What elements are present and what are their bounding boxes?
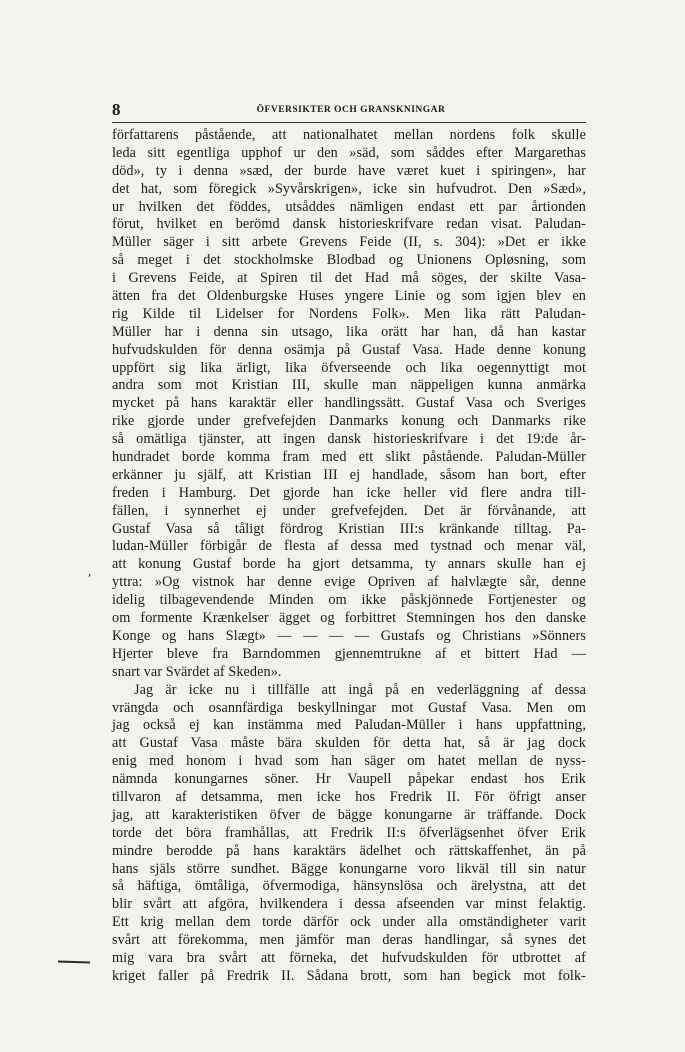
text-line: ur hvilken det föddes, utsåddes nämligen endast ett par årtionden bbox=[112, 198, 586, 215]
text-line: tillvaron af detsamma, men icke hos Fredrik II. För öfrigt anser bbox=[112, 788, 586, 805]
text-line: att konung Gustaf borde ha gjort detsamma, ty annars skulle han ej bbox=[112, 556, 586, 573]
text-line: Müller säger i sitt arbete Grevens Feide (II, s. 304): »Det er ikke bbox=[112, 234, 586, 251]
text-line: Müller har i denna sin utsago, lika orätt har han, då han kastar bbox=[112, 323, 586, 340]
text-line: mycket på hans karaktär eller handlingssätt. Gustaf Vasa och Sveriges bbox=[112, 395, 586, 412]
text-line: ludan-Müller förbigår de flesta af dessa med tystnad och menar väl, bbox=[112, 538, 586, 555]
text-line: om formente Krænkelser ägget og forbittret Stemningen hos den danske bbox=[112, 610, 586, 627]
margin-mark: , bbox=[88, 564, 91, 578]
text-line: jag också ej kan instämma med Paludan-Müller i hans uppfattning, bbox=[112, 717, 586, 734]
text-line: andra som mot Kristian III, skulle man näppeligen kunna anmärka bbox=[112, 377, 586, 394]
text-line: vrängda och osannfärdiga beskyllningar mot Gustaf Vasa. Men om bbox=[112, 699, 586, 716]
text-line: leda sitt egentliga upphof ur den »säd, som såddes efter Margarethas bbox=[112, 144, 586, 161]
text-line: svårt att förekomma, men jämför man deras handlingar, så synes det bbox=[112, 932, 586, 949]
text-line: Jag är icke nu i tillfälle att ingå på en vederläggning af dessa bbox=[134, 681, 586, 698]
text-line: idelig tilbagevendende Minden om ikke påskjönnede Fortjenester og bbox=[112, 592, 586, 609]
text-line: freden i Hamburg. Det gjorde han icke heller vid flere andra till- bbox=[112, 484, 586, 501]
text-line: kriget faller på Fredrik II. Sådana brott, som han begick mot folk- bbox=[112, 967, 586, 984]
text-line: mig vara bra svårt att förneka, det hufvudskulden för utbrottet af bbox=[112, 949, 586, 966]
text-line: yttra: »Og vistnok har denne evige Opriven af halvlægte sår, denne bbox=[112, 574, 586, 591]
body-text bbox=[112, 127, 586, 986]
text-line: Gustaf Vasa så tåligt fördrog Kristian III:s kränkande tilltag. Pa- bbox=[112, 520, 586, 537]
text-line: Konge og hans Slægt» — — — — Gustafs og Christians »Sönners bbox=[112, 627, 586, 644]
page-header bbox=[112, 100, 590, 122]
margin-dash-mark bbox=[58, 960, 90, 963]
text-line: fällen, i synnerhet ej under grefvefejden. Det är förvånande, att bbox=[112, 502, 586, 519]
text-line: enig med honom i hvad som han säger om hatet mellan de nyss- bbox=[112, 753, 586, 770]
text-line: att Gustaf Vasa måste bära skulden för detta hat, så är jag dock bbox=[112, 735, 586, 752]
text-line: rig Kilde til Lidelser for Nordens Folk». Men lika rätt Paludan- bbox=[112, 305, 586, 322]
text-line: så häftiga, ömtåliga, öfvermodiga, hänsynslösa och ärelystna, att det bbox=[112, 878, 586, 895]
header-rule bbox=[112, 122, 586, 123]
text-line: jag, att karakteristiken öfver de bägge konungarne är träffande. Dock bbox=[112, 806, 586, 823]
text-line: torde det böra framhållas, att Fredrik II:s öfverlägsenhet öfver Erik bbox=[112, 824, 586, 841]
text-line: ätten fra det Oldenburgske Huses yngere Linie og som igjen blev en bbox=[112, 288, 586, 305]
text-line: mindre berodde på hans karaktärs ädelhet och rättskaffenhet, än på bbox=[112, 842, 586, 859]
text-line: död», ty i denna »sæd, der burde have været kuet i spiringen», har bbox=[112, 162, 586, 179]
text-line: så omätliga tjänster, att ingen dansk historieskrifvare i det 19:de år- bbox=[112, 431, 586, 448]
text-line: författarens påstående, att nationalhatet mellan nordens folk skulle bbox=[112, 127, 586, 143]
text-line: blir svårt att afgöra, hvilkendera i dessa afseenden var minst felaktig. bbox=[112, 896, 586, 913]
text-line: i Grevens Feide, at Spiren til det Had må söges, der skilte Vasa- bbox=[112, 270, 586, 287]
text-line: så meget i det stockholmske Blodbad og Unionens Opløsning, som bbox=[112, 252, 586, 269]
text-line: hans själs större sundhet. Bägge konungarne voro likväl till sin natur bbox=[112, 860, 586, 877]
text-line: det hat, som föregick »Syvårskrigen», icke sin hufvudrot. Den »Sæd», bbox=[112, 180, 586, 197]
text-line: hufvudskulden för denna osämja på Gustaf Vasa. Hade denne konung bbox=[112, 341, 586, 358]
text-line: erkänner ju själf, att Kristian III ej handlade, såsom han bort, efter bbox=[112, 466, 586, 483]
text-line: nämnda konungarnes söner. Hr Vaupell påpekar endast hos Erik bbox=[112, 771, 586, 788]
text-line: rike gjorde under grefvefejden Danmarks konung och Danmarks rike bbox=[112, 413, 586, 430]
page-number: 8 bbox=[112, 100, 121, 119]
text-line: Hjerter bleve fra Barndommen gjennemtrukne af et bittert Had — bbox=[112, 645, 586, 662]
text-line: Ett krig mellan dem torde därför ock under alla omständigheter varit bbox=[112, 914, 586, 931]
text-line: snart var Svärdet af Skeden». bbox=[112, 663, 282, 680]
running-title: ÖFVERSIKTER OCH GRANSKNINGAR bbox=[256, 105, 446, 115]
text-line: hundradet borde komma fram med ett slikt påstående. Paludan-Müller bbox=[112, 449, 586, 466]
text-line: uppfört sig lika ärligt, lika öfverseende och lika oegennyttigt mot bbox=[112, 359, 586, 376]
text-line: förut, hvilket en berömd dansk historieskrifvare redan visat. Paludan- bbox=[112, 216, 586, 233]
